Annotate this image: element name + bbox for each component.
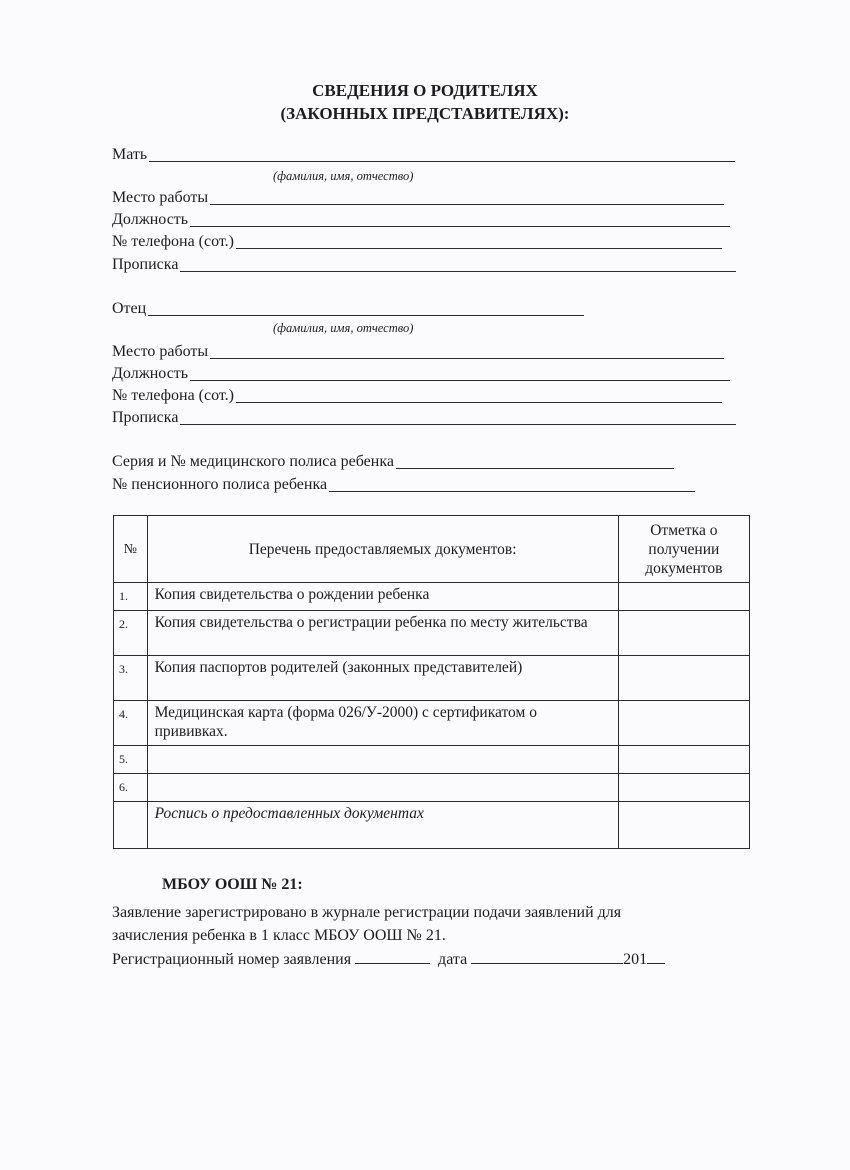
father-name-label: Отец [112,300,147,317]
row-mark-cell[interactable] [618,701,749,746]
medical-policy-field[interactable] [112,450,674,472]
row-num: 1. [114,583,148,611]
mother-work-line[interactable] [210,188,724,205]
father-address-line[interactable] [180,408,736,425]
row-mark-cell[interactable] [618,611,749,656]
pension-policy-label: № пенсионного полиса ребенка [112,476,328,493]
row-num: 5. [114,746,148,774]
mother-work-label: Место работы [112,189,209,206]
mother-address-line[interactable] [180,255,736,272]
row-num: 2. [114,611,148,656]
mother-phone-field[interactable] [112,230,722,252]
mother-phone-line[interactable] [236,232,722,249]
mother-phone-label: № телефона (сот.) [112,233,235,250]
pension-policy-field[interactable] [112,473,695,495]
school-name: МБОУ ООШ № 21: [162,876,303,893]
row-doc: Копия паспортов родителей (законных представителей) [147,656,618,701]
table-row [114,656,750,701]
row-mark-cell[interactable] [618,583,749,611]
form-title-line2: (ЗАКОННЫХ ПРЕДСТАВИТЕЛЯХ): [280,104,570,123]
reg-number-label: Регистрационный номер заявления [112,951,352,968]
date-blank[interactable] [471,948,623,964]
mother-name-field[interactable] [112,143,735,165]
father-address-label: Прописка [112,409,179,426]
row-mark-cell[interactable] [618,746,749,774]
header-mark: Отметка о получении документов [618,516,749,583]
father-position-label: Должность [112,365,189,382]
father-name-line[interactable] [148,299,584,316]
pension-policy-line[interactable] [329,475,695,492]
father-work-label: Место работы [112,343,209,360]
row-mark-cell[interactable] [618,656,749,701]
row-mark-cell[interactable] [618,774,749,802]
father-phone-field[interactable] [112,384,722,406]
mother-position-field[interactable] [112,208,730,230]
year-prefix: 201 [623,951,648,968]
father-phone-line[interactable] [236,386,722,403]
father-position-field[interactable] [112,362,730,384]
statement-line-2: зачисления ребенка в 1 класс МБОУ ООШ № 21. [112,927,446,944]
statement-line-1: Заявление зарегистрировано в журнале регистрации подачи заявлений для [112,904,622,921]
father-position-line[interactable] [190,364,730,381]
reg-number-blank[interactable] [355,948,430,964]
documents-table [113,515,750,849]
header-num: № [114,516,148,583]
table-row [114,746,750,774]
row-doc: Копия свидетельства о регистрации ребенка по месту жительства [147,611,618,656]
row-num: 6. [114,774,148,802]
signature-cell[interactable] [618,802,749,849]
table-row [114,701,750,746]
medical-policy-label: Серия и № медицинского полиса ребенка [112,453,394,470]
mother-work-field[interactable] [112,186,724,208]
signature-num-cell [114,802,148,849]
row-doc: Копия свидетельства о рождении ребенка [147,583,618,611]
table-row [114,583,750,611]
table-row [114,774,750,802]
father-phone-label: № телефона (сот.) [112,387,235,404]
row-doc[interactable] [147,774,618,802]
mother-position-label: Должность [112,211,189,228]
row-num: 4. [114,701,148,746]
medical-policy-line[interactable] [396,452,674,469]
row-num: 3. [114,656,148,701]
table-header-row [114,516,750,583]
father-name-hint: (фамилия, имя, отчество) [273,321,414,335]
date-label: дата [438,951,468,968]
father-address-field[interactable] [112,406,736,428]
registration-line [112,948,665,971]
father-work-line[interactable] [210,342,724,359]
mother-position-line[interactable] [190,210,730,227]
header-docs: Перечень предоставляемых документов: [147,516,618,583]
mother-name-label: Мать [112,146,148,163]
row-doc: Медицинская карта (форма 026/У-2000) с сертификатом о прививках. [147,701,618,746]
signature-row [114,802,750,849]
form-title-line1: СВЕДЕНИЯ О РОДИТЕЛЯХ [312,81,538,100]
signature-label: Роспись о предоставленных документах [147,802,618,849]
father-work-field[interactable] [112,340,724,362]
year-blank[interactable] [647,948,665,964]
mother-address-label: Прописка [112,256,179,273]
table-row [114,611,750,656]
mother-name-line[interactable] [149,145,735,162]
mother-name-hint: (фамилия, имя, отчество) [273,169,414,183]
father-name-field[interactable] [112,297,584,319]
row-doc[interactable] [147,746,618,774]
mother-address-field[interactable] [112,253,736,275]
